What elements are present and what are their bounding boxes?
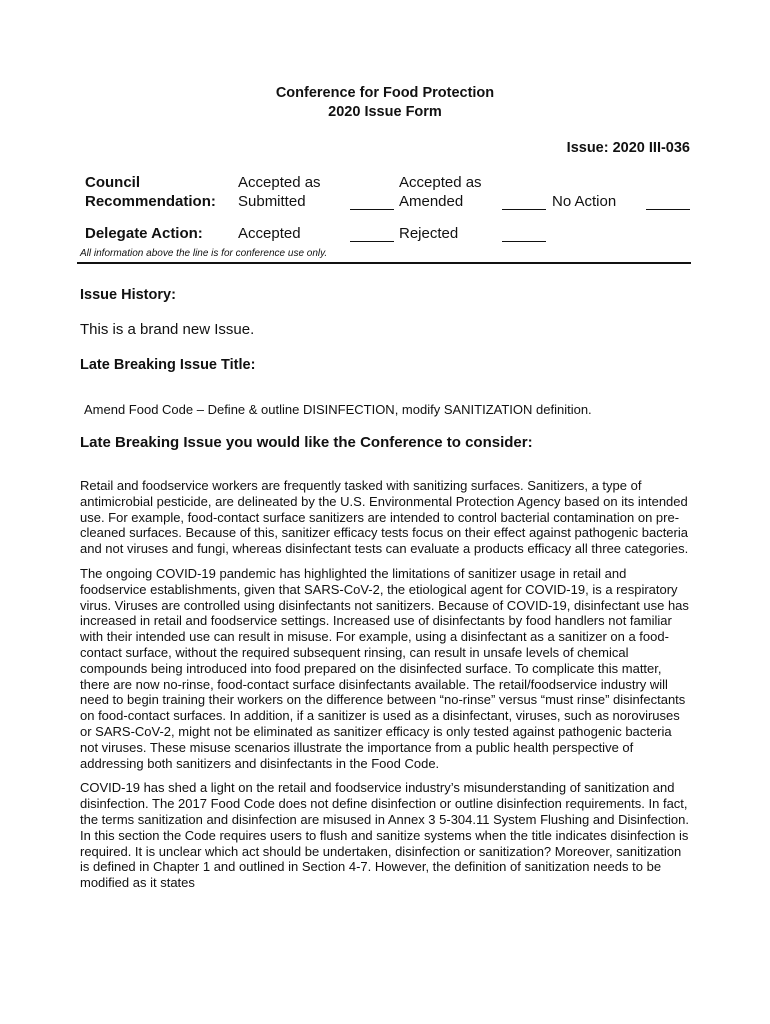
option-accepted-as-amended <box>399 173 482 211</box>
title-line-1: Conference for Food Protection <box>275 85 495 101</box>
council-label-line-1: Council <box>85 174 140 191</box>
option-accepted-as-submitted <box>238 173 321 211</box>
council-label <box>85 173 216 211</box>
option-rejected: Rejected <box>399 225 459 242</box>
accepted-amended-line-2: Amended <box>399 193 464 210</box>
blank-accepted <box>350 241 394 242</box>
blank-accepted-as-submitted <box>350 209 394 210</box>
blank-no-action <box>646 209 690 210</box>
option-accepted: Accepted <box>238 225 301 242</box>
issue-history-heading: Issue History: <box>80 287 176 303</box>
late-breaking-title-text: Amend Food Code – Define & outline DISINFECTION, modify SANITIZATION definition. <box>84 402 592 417</box>
accepted-submitted-line-1: Accepted as <box>238 174 321 191</box>
accepted-amended-line-1: Accepted as <box>399 174 482 191</box>
issue-history-text: This is a brand new Issue. <box>80 321 255 338</box>
form-title <box>0 84 770 122</box>
accepted-submitted-line-2: Submitted <box>238 193 306 210</box>
body-paragraph-2: The ongoing COVID-19 pandemic has highlighted the limitations of sanitizer usage in retail and foodservice establishments, given that SARS-CoV-2, the etiological agent for COVID-19, is a respiratory virus. Viruses are controlled using disinfectants not sanitizers. Because of COVID-19, disinfectant use has increased in retail and foodservice settings. Increased use of disinfectants by food handlers not familiar with their intended use can result in misuse. For example, using a disinfectant as a sanitizer on a food-contact surface, without the required subsequent rinsing, can result in unsafe levels of chemical compounds being introduced into food prepared on the disinfected surface. To complicate this matter, there are now no-rinse, food-contact surface disinfectants available. The retail/foodservice industry will need to begin training their workers on the difference between “no-rinse” versus “must rinse” disinfectants on food-contact surfaces. In addition, if a sanitizer is used as a disinfectant, viruses, such as noroviruses or SARS-CoV-2, might not be eliminated as sanitizer efficacy is only tested against pathogenic bacteria not viruses. These misuse scenarios illustrate the importance from a public health perspective of addressing both sanitizers and disinfectants in the Food Code. <box>80 565 689 771</box>
conference-use-note: All information above the line is for conference use only. <box>80 248 328 259</box>
late-breaking-issue-heading: Late Breaking Issue you would like the Conference to consider: <box>80 434 533 451</box>
blank-accepted-as-amended <box>502 209 546 210</box>
body-paragraph-3: COVID-19 has shed a light on the retail and foodservice industry’s misunderstanding of sanitization and disinfection. The 2017 Food Code does not define disinfection or outline disinfection requirements. In fact, the terms sanitization and disinfection are misused in Annex 3 5-304.11 System Flushing and Disinfection. In this section the Code requires users to flush and sanitize systems when the title indicates disinfection is required. It is unclear which act should be undertaken, disinfection or sanitization? Moreover, sanitization is defined in Chapter 1 and outlined in Section 4-7. However, the definition of sanitization needs to be modified as it states <box>80 780 689 891</box>
issue-number: Issue: 2020 III-036 <box>566 140 690 156</box>
blank-rejected <box>502 241 546 242</box>
council-label-line-2: Recommendation: <box>85 193 216 210</box>
late-breaking-title-heading: Late Breaking Issue Title: <box>80 357 256 373</box>
option-no-action: No Action <box>552 193 617 210</box>
delegate-label: Delegate Action: <box>85 225 203 242</box>
late-breaking-issue-body <box>80 478 690 900</box>
divider-line <box>77 262 691 264</box>
body-paragraph-1: Retail and foodservice workers are frequently tasked with sanitizing surfaces. Sanitizers, a type of antimicrobial pesticide, are delineated by the U.S. Environmental Protection Agency based on its intended use. For example, food-contact surface sanitizers are intended to control bacterial contamination on pre-cleaned surfaces. Because of this, sanitizer efficacy tests focus on their effect against pathogenic bacteria and not viruses and fungi, whereas disinfectant tests can evaluate a products efficacy all three categories. <box>80 478 689 557</box>
title-line-2: 2020 Issue Form <box>328 104 442 120</box>
